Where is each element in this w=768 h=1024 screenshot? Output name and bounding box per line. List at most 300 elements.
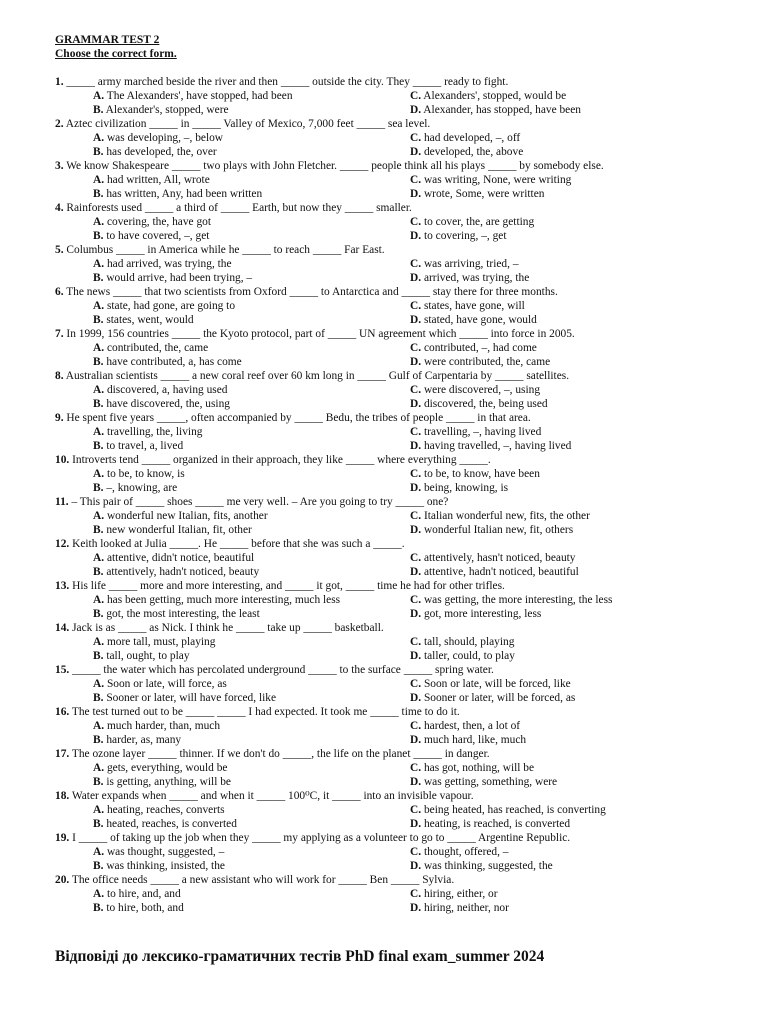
option-a [93,341,410,355]
question-stem [55,117,715,131]
option-letter: A. [93,174,105,186]
options-row [55,229,715,243]
option-text: harder, as, many [106,734,182,746]
option-text: have discovered, the, using [106,398,230,410]
option-letter: D. [410,230,422,242]
options-row [55,173,715,187]
option-c [410,593,715,607]
option-text: attentive, hadn't noticed, beautiful [423,566,579,578]
question-stem [55,873,715,887]
option-letter: D. [410,356,422,368]
option-d [410,775,715,789]
option-letter: D. [410,692,422,704]
option-b [93,817,410,831]
option-text: got, more interesting, less [423,608,542,620]
option-letter: D. [410,314,422,326]
option-text: Sooner or later, will have forced, like [106,692,277,704]
option-letter: A. [93,384,105,396]
question-block [55,747,715,789]
option-text: travelling, the, living [106,426,203,438]
question-text: His life _____ more and more interesting, and _____ it got, _____ time he had for other trifles. [72,580,505,592]
option-c [410,383,715,397]
option-text: more tall, must, playing [106,636,216,648]
option-letter: C. [410,174,422,186]
option-letter: C. [410,762,422,774]
option-d [410,355,715,369]
option-b [93,439,410,453]
question-number: 7. [55,328,64,340]
option-a [93,257,410,271]
question-stem [55,621,715,635]
option-letter: B. [93,314,104,326]
options-row [55,299,715,313]
options-row [55,145,715,159]
question-stem [55,285,715,299]
option-c [410,677,715,691]
options-row [55,481,715,495]
option-text: had arrived, was trying, the [106,258,232,270]
option-d [410,481,715,495]
options-row [55,901,715,915]
question-block [55,537,715,579]
option-c [410,89,715,103]
question-number: 17. [55,748,70,760]
question-block [55,453,715,495]
option-b [93,145,410,159]
question-stem [55,243,715,257]
option-letter: C. [410,342,422,354]
option-letter: B. [93,818,104,830]
option-d [410,103,715,117]
option-letter: C. [410,720,422,732]
option-c [410,341,715,355]
option-letter: D. [410,398,422,410]
question-text: I _____ of taking up the job when they _____ my applying as a volunteer to go to _____ Argentine Republic. [72,832,571,844]
option-letter: B. [93,146,104,158]
option-letter: A. [93,300,105,312]
option-letter: C. [410,384,422,396]
option-b [93,271,410,285]
option-letter: B. [93,650,104,662]
option-letter: D. [410,104,422,116]
option-text: Alexanders', stopped, would be [423,90,567,102]
option-text: was thinking, suggested, the [423,860,553,872]
question-number: 20. [55,874,70,886]
option-b [93,481,410,495]
options-row [55,677,715,691]
option-letter: C. [410,552,422,564]
option-d [410,817,715,831]
options-row [55,425,715,439]
option-b [93,691,410,705]
options-row [55,313,715,327]
option-d [410,397,715,411]
option-letter: B. [93,860,104,872]
option-letter: A. [93,594,105,606]
question-block [55,579,715,621]
option-text: was thinking, insisted, the [106,860,225,872]
option-text: to covering, –, get [423,230,507,242]
option-letter: B. [93,566,104,578]
question-stem [55,537,715,551]
option-text: to cover, the, are getting [423,216,535,228]
option-letter: C. [410,90,422,102]
option-letter: A. [93,216,105,228]
option-letter: D. [410,734,422,746]
option-text: much hard, like, much [423,734,527,746]
option-text: wonderful new Italian, fits, another [106,510,268,522]
question-block [55,411,715,453]
option-letter: D. [410,524,422,536]
question-number: 12. [55,538,70,550]
option-text: had developed, –, off [423,132,521,144]
option-text: got, the most interesting, the least [106,608,260,620]
option-d [410,313,715,327]
question-stem [55,327,715,341]
option-text: having travelled, –, having lived [423,440,572,452]
option-text: being, knowing, is [423,482,509,494]
question-text: Jack is as _____ as Nick. I think he _____ take up _____ basketball. [72,622,384,634]
option-letter: A. [93,258,105,270]
question-number: 3. [55,160,64,172]
option-letter: D. [410,566,422,578]
option-c [410,509,715,523]
option-letter: A. [93,762,105,774]
option-b [93,565,410,579]
question-stem [55,495,715,509]
option-text: has written, Any, had been written [106,188,263,200]
options-row [55,649,715,663]
option-letter: C. [410,468,422,480]
options-row [55,103,715,117]
option-d [410,565,715,579]
option-a [93,761,410,775]
option-b [93,649,410,663]
test-page [55,33,715,915]
option-letter: D. [410,902,422,914]
option-text: new wonderful Italian, fit, other [106,524,252,536]
option-text: was writing, None, were writing [423,174,572,186]
option-text: Soon or late, will be forced, like [423,678,571,690]
option-text: is getting, anything, will be [106,776,231,788]
option-text: arrived, was trying, the [423,272,530,284]
option-b [93,397,410,411]
option-letter: B. [93,482,104,494]
option-letter: A. [93,552,105,564]
option-text: tall, ought, to play [106,650,190,662]
question-number: 4. [55,202,64,214]
option-text: was getting, something, were [423,776,558,788]
option-letter: C. [410,804,422,816]
option-letter: B. [93,272,104,284]
option-d [410,859,715,873]
option-letter: C. [410,846,422,858]
option-letter: C. [410,426,422,438]
options-row [55,131,715,145]
option-a [93,509,410,523]
option-text: have contributed, a, has come [106,356,242,368]
question-block [55,789,715,831]
option-d [410,145,715,159]
option-a [93,89,410,103]
option-c [410,131,715,145]
option-letter: B. [93,902,104,914]
options-row [55,509,715,523]
question-text: _____ the water which has percolated underground _____ to the surface _____ spring water. [72,664,494,676]
option-letter: B. [93,524,104,536]
options-row [55,607,715,621]
test-instruction: Choose the correct form. [55,48,177,60]
option-a [93,719,410,733]
options-row [55,845,715,859]
option-c [410,761,715,775]
question-stem [55,705,715,719]
options-row [55,719,715,733]
option-text: thought, offered, – [423,846,509,858]
question-number: 8. [55,370,64,382]
option-text: The Alexanders', have stopped, had been [106,90,293,102]
question-text: The news _____ that two scientists from Oxford _____ to Antarctica and _____ stay there for three months. [66,286,558,298]
option-letter: C. [410,636,422,648]
option-letter: A. [93,846,105,858]
question-text: Columbus _____ in America while he _____ to reach _____ Far East. [66,244,385,256]
options-row [55,859,715,873]
options-row [55,523,715,537]
option-text: had written, All, wrote [106,174,210,186]
question-number: 16. [55,706,70,718]
option-d [410,187,715,201]
option-letter: B. [93,398,104,410]
option-text: would arrive, had been trying, – [106,272,253,284]
option-text: contributed, the, came [106,342,209,354]
option-d [410,901,715,915]
option-text: Sooner or later, will be forced, as [423,692,576,704]
options-row [55,383,715,397]
test-title: GRAMMAR TEST 2 [55,34,160,46]
option-b [93,103,410,117]
option-a [93,131,410,145]
question-block [55,705,715,747]
option-text: Alexander, has stopped, have been [423,104,581,116]
option-c [410,467,715,481]
option-text: stated, have gone, would [423,314,537,326]
question-block [55,621,715,663]
option-letter: B. [93,734,104,746]
question-block [55,873,715,915]
option-letter: C. [410,216,422,228]
options-row [55,887,715,901]
option-letter: B. [93,356,104,368]
option-text: discovered, a, having used [106,384,228,396]
options-row [55,775,715,789]
question-block [55,243,715,285]
option-letter: A. [93,888,105,900]
option-letter: C. [410,132,422,144]
question-stem [55,369,715,383]
option-b [93,187,410,201]
option-letter: A. [93,636,105,648]
question-text: Rainforests used _____ a third of _____ Earth, but now they _____ smaller. [66,202,412,214]
option-text: covering, the, have got [106,216,211,228]
question-block [55,327,715,369]
option-b [93,901,410,915]
option-a [93,467,410,481]
option-letter: D. [410,776,422,788]
option-text: Italian wonderful new, fits, the other [423,510,590,522]
option-text: taller, could, to play [423,650,515,662]
option-a [93,845,410,859]
options-row [55,691,715,705]
question-text: Aztec civilization _____ in _____ Valley of Mexico, 7,000 feet _____ sea level. [65,118,431,130]
question-number: 11. [55,496,69,508]
option-letter: D. [410,440,422,452]
option-letter: C. [410,678,422,690]
options-row [55,439,715,453]
option-a [93,635,410,649]
question-block [55,831,715,873]
options-row [55,271,715,285]
option-c [410,887,715,901]
question-number: 10. [55,454,70,466]
option-text: wrote, Some, were written [423,188,545,200]
option-text: was getting, the more interesting, the less [423,594,613,606]
option-b [93,775,410,789]
question-text: Australian scientists _____ a new coral reef over 60 km long in _____ Gulf of Carpentaria by _____ satellites. [65,370,570,382]
option-letter: A. [93,426,105,438]
option-text: hiring, neither, nor [423,902,509,914]
option-d [410,733,715,747]
options-row [55,215,715,229]
question-stem [55,747,715,761]
question-number: 18. [55,790,70,802]
option-text: attentively, hadn't noticed, beauty [106,566,260,578]
option-text: contributed, –, had come [423,342,537,354]
option-a [93,215,410,229]
question-text: The ozone layer _____ thinner. If we don't do _____, the life on the planet _____ in danger. [71,748,490,760]
option-text: being heated, has reached, is converting [423,804,606,816]
option-b [93,229,410,243]
option-text: to be, to know, is [106,468,185,480]
option-c [410,845,715,859]
question-number: 5. [55,244,64,256]
options-row [55,551,715,565]
option-text: to hire, and, and [106,888,181,900]
option-text: discovered, the, being used [423,398,548,410]
option-text: heating, is reached, is converted [423,818,571,830]
option-c [410,173,715,187]
question-text: _____ army marched beside the river and then _____ outside the city. They _____ ready to fight. [66,76,509,88]
option-a [93,173,410,187]
question-block [55,75,715,117]
option-text: states, have gone, will [423,300,525,312]
option-c [410,719,715,733]
question-text: He spent five years _____, often accompanied by _____ Bedu, the tribes of people _____ in that area. [66,412,531,424]
option-letter: C. [410,300,422,312]
options-row [55,467,715,481]
option-letter: A. [93,678,105,690]
options-row [55,761,715,775]
option-text: attentively, hasn't noticed, beauty [423,552,576,564]
option-letter: D. [410,818,422,830]
option-letter: D. [410,146,422,158]
question-text: Keith looked at Julia _____. He _____ before that she was such a _____. [72,538,405,550]
question-block [55,495,715,537]
option-letter: C. [410,510,422,522]
options-row [55,565,715,579]
option-letter: B. [93,692,104,704]
question-block [55,117,715,159]
option-text: has got, nothing, will be [423,762,535,774]
options-row [55,593,715,607]
question-stem [55,201,715,215]
option-letter: D. [410,272,422,284]
question-stem [55,663,715,677]
option-c [410,299,715,313]
question-stem [55,159,715,173]
option-text: hiring, either, or [423,888,498,900]
option-text: hardest, then, a lot of [423,720,521,732]
option-d [410,523,715,537]
question-number: 19. [55,832,70,844]
option-text: heating, reaches, converts [106,804,225,816]
option-text: has developed, the, over [106,146,217,158]
option-letter: D. [410,188,422,200]
question-stem [55,579,715,593]
option-c [410,635,715,649]
option-letter: A. [93,804,105,816]
option-d [410,229,715,243]
option-letter: D. [410,608,422,620]
answers-footer-heading: Відповіді до лексико-граматичних тестів PhD final exam_summer 2024 [55,948,545,965]
option-letter: A. [93,90,105,102]
question-text: We know Shakespeare _____ two plays with John Fletcher. _____ people think all his plays _____ by somebody else. [66,160,604,172]
option-letter: B. [93,776,104,788]
option-a [93,887,410,901]
question-block [55,201,715,243]
question-number: 15. [55,664,70,676]
option-letter: A. [93,720,105,732]
options-row [55,89,715,103]
options-row [55,635,715,649]
question-number: 6. [55,286,64,298]
option-text: gets, everything, would be [106,762,228,774]
option-c [410,257,715,271]
option-d [410,649,715,663]
option-a [93,299,410,313]
question-number: 1. [55,76,64,88]
option-c [410,551,715,565]
option-b [93,523,410,537]
option-letter: A. [93,468,105,480]
option-c [410,803,715,817]
option-text: to travel, a, lived [106,440,184,452]
options-row [55,187,715,201]
option-d [410,691,715,705]
question-block [55,369,715,411]
option-text: was arriving, tried, – [423,258,519,270]
option-text: to hire, both, and [106,902,184,914]
question-number: 13. [55,580,70,592]
option-text: has been getting, much more interesting, much less [106,594,341,606]
option-text: was thought, suggested, – [106,846,225,858]
option-c [410,215,715,229]
question-stem [55,789,715,803]
option-text: Alexander's, stopped, were [105,104,229,116]
option-text: state, had gone, are going to [106,300,236,312]
option-letter: A. [93,342,105,354]
option-c [410,425,715,439]
question-list [55,75,715,915]
